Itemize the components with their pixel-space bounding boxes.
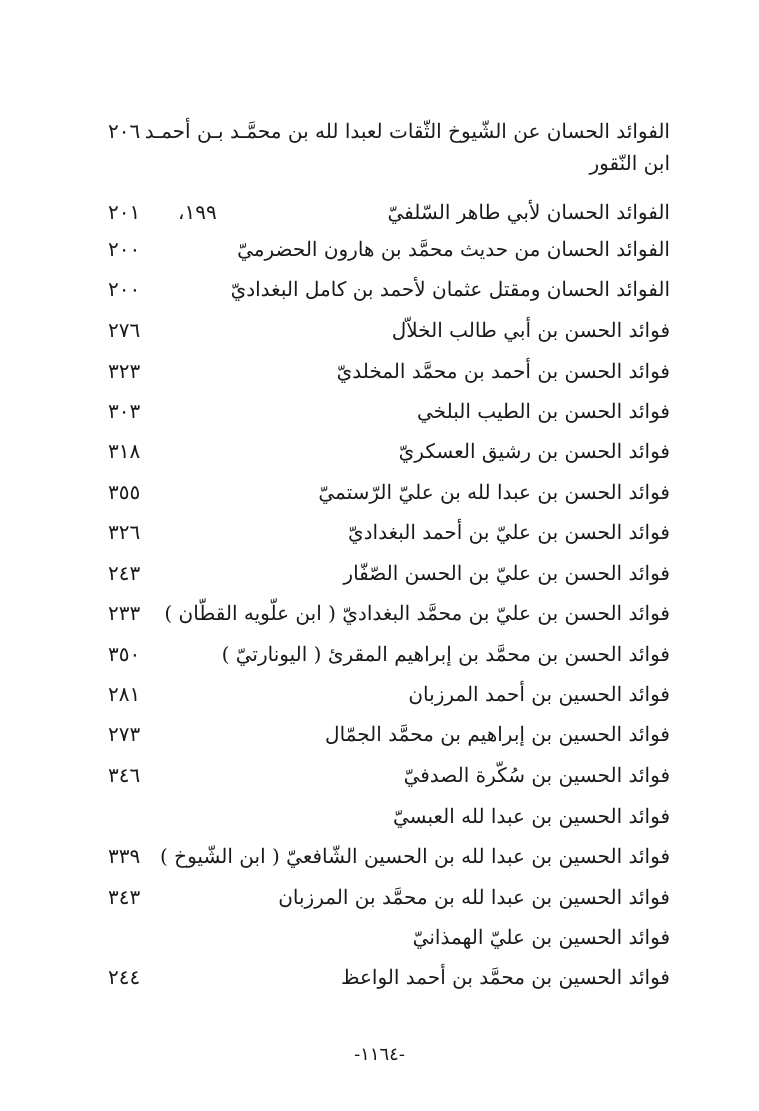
entry-title: فوائد الحسن بن عبدا لله بن عليّ الرّستميّ — [318, 480, 670, 504]
index-entry — [90, 357, 670, 397]
index-entry — [90, 640, 670, 680]
entry-title: فوائد الحسن بن الطيب البلخي — [417, 399, 670, 423]
index-entry — [90, 599, 670, 639]
page-reference: ٣٠٣ — [108, 399, 141, 423]
page-reference: ٣١٨ — [108, 439, 141, 463]
entry-title: فوائد الحسين بن عبدا لله بن الحسين الشّافعيّ ( ابن الشّيوخ ) — [160, 844, 670, 868]
entry-title: فوائد الحسن بن عليّ بن الحسن الصّفّار — [343, 561, 670, 585]
page-reference: ٢٣٣ — [108, 601, 141, 625]
page-reference: ٣٤٣ — [108, 885, 141, 909]
entry-title: فوائد الحسن بن عليّ بن أحمد البغداديّ — [347, 520, 670, 544]
page-reference: ٢٧٣ — [108, 722, 141, 746]
page-reference: ٢٤٣ — [108, 561, 141, 585]
index-entry — [90, 275, 670, 315]
entry-title: فوائد الحسين بن سُكّرة الصدفيّ — [403, 763, 670, 787]
page-reference: ٣٥٠ — [108, 642, 141, 666]
index-entry — [90, 802, 670, 842]
index-entry — [90, 316, 670, 356]
page-reference: ٣٢٣ — [108, 359, 141, 383]
page-reference: ٢٠٠ — [108, 277, 141, 301]
entry-title: فوائد الحسين بن محمَّد بن أحمد الواعظ — [340, 965, 670, 989]
index-entry — [90, 883, 670, 923]
index-entry — [90, 963, 670, 1003]
index-entry — [90, 518, 670, 558]
page-reference-extra: ١٩٩، — [178, 200, 217, 224]
entry-title: فوائد الحسين بن إبراهيم بن محمَّد الجمّال — [325, 722, 670, 746]
page-reference: ٢٠١ — [108, 200, 141, 224]
page-reference: ٢٠٦ — [108, 119, 141, 143]
index-entry — [90, 235, 670, 275]
entry-title: فوائد الحسن بن محمَّد بن إبراهيم المقرئ ( اليونارتيّ ) — [221, 642, 670, 666]
index-entry — [90, 198, 670, 238]
entry-title: فوائد الحسين بن عبدا لله بن محمَّد بن المرزبان — [278, 885, 670, 909]
entry-title-continuation: ابن النّقور — [589, 151, 670, 175]
page-reference: ٣٥٥ — [108, 480, 141, 504]
page-reference: ٢٨١ — [108, 682, 141, 706]
index-entry — [90, 397, 670, 437]
page-reference: ٢٠٠ — [108, 237, 141, 261]
page-reference: ٣٤٦ — [108, 763, 141, 787]
entry-title: فوائد الحسن بن أبي طالب الخلاّل — [391, 318, 670, 342]
entry-title: فوائد الحسين بن عليّ الهمذانيّ — [412, 925, 670, 949]
index-entry — [90, 923, 670, 963]
index-entry — [90, 478, 670, 518]
entry-title: فوائد الحسن بن أحمد بن محمَّد المخلديّ — [336, 359, 670, 383]
page-reference: ٢٧٦ — [108, 318, 141, 342]
entry-title: فوائد الحسين بن عبدا لله العبسيّ — [392, 804, 670, 828]
index-entry — [90, 559, 670, 599]
entry-title: فوائد الحسن بن رشيق العسكريّ — [398, 439, 670, 463]
entry-title: فوائد الحسن بن عليّ بن محمَّد البغداديّ ( ابن علّويه القطّان ) — [164, 601, 670, 625]
entry-title: الفوائد الحسان ومقتل عثمان لأحمد بن كامل البغداديّ — [230, 277, 670, 301]
index-entry — [90, 761, 670, 801]
index-entry — [90, 680, 670, 720]
page-reference: ٢٤٤ — [108, 965, 141, 989]
entry-title: فوائد الحسين بن أحمد المرزبان — [408, 682, 670, 706]
entry-title: الفوائد الحسان لأبي طاهر السّلفيّ — [387, 200, 670, 224]
index-entry — [90, 720, 670, 760]
index-entry — [90, 842, 670, 882]
index-entry — [90, 117, 670, 175]
entry-title: الفوائد الحسان عن الشّيوخ الثّقات لعبدا لله بن محمَّـد بـن أحمـد — [144, 119, 670, 143]
entry-title: الفوائد الحسان من حديث محمَّد بن هارون الحضرميّ — [237, 237, 670, 261]
page-number: -١١٦٤- — [354, 1044, 405, 1065]
index-entry — [90, 437, 670, 477]
page-reference: ٣٢٦ — [108, 520, 141, 544]
page-reference: ٣٣٩ — [108, 844, 141, 868]
